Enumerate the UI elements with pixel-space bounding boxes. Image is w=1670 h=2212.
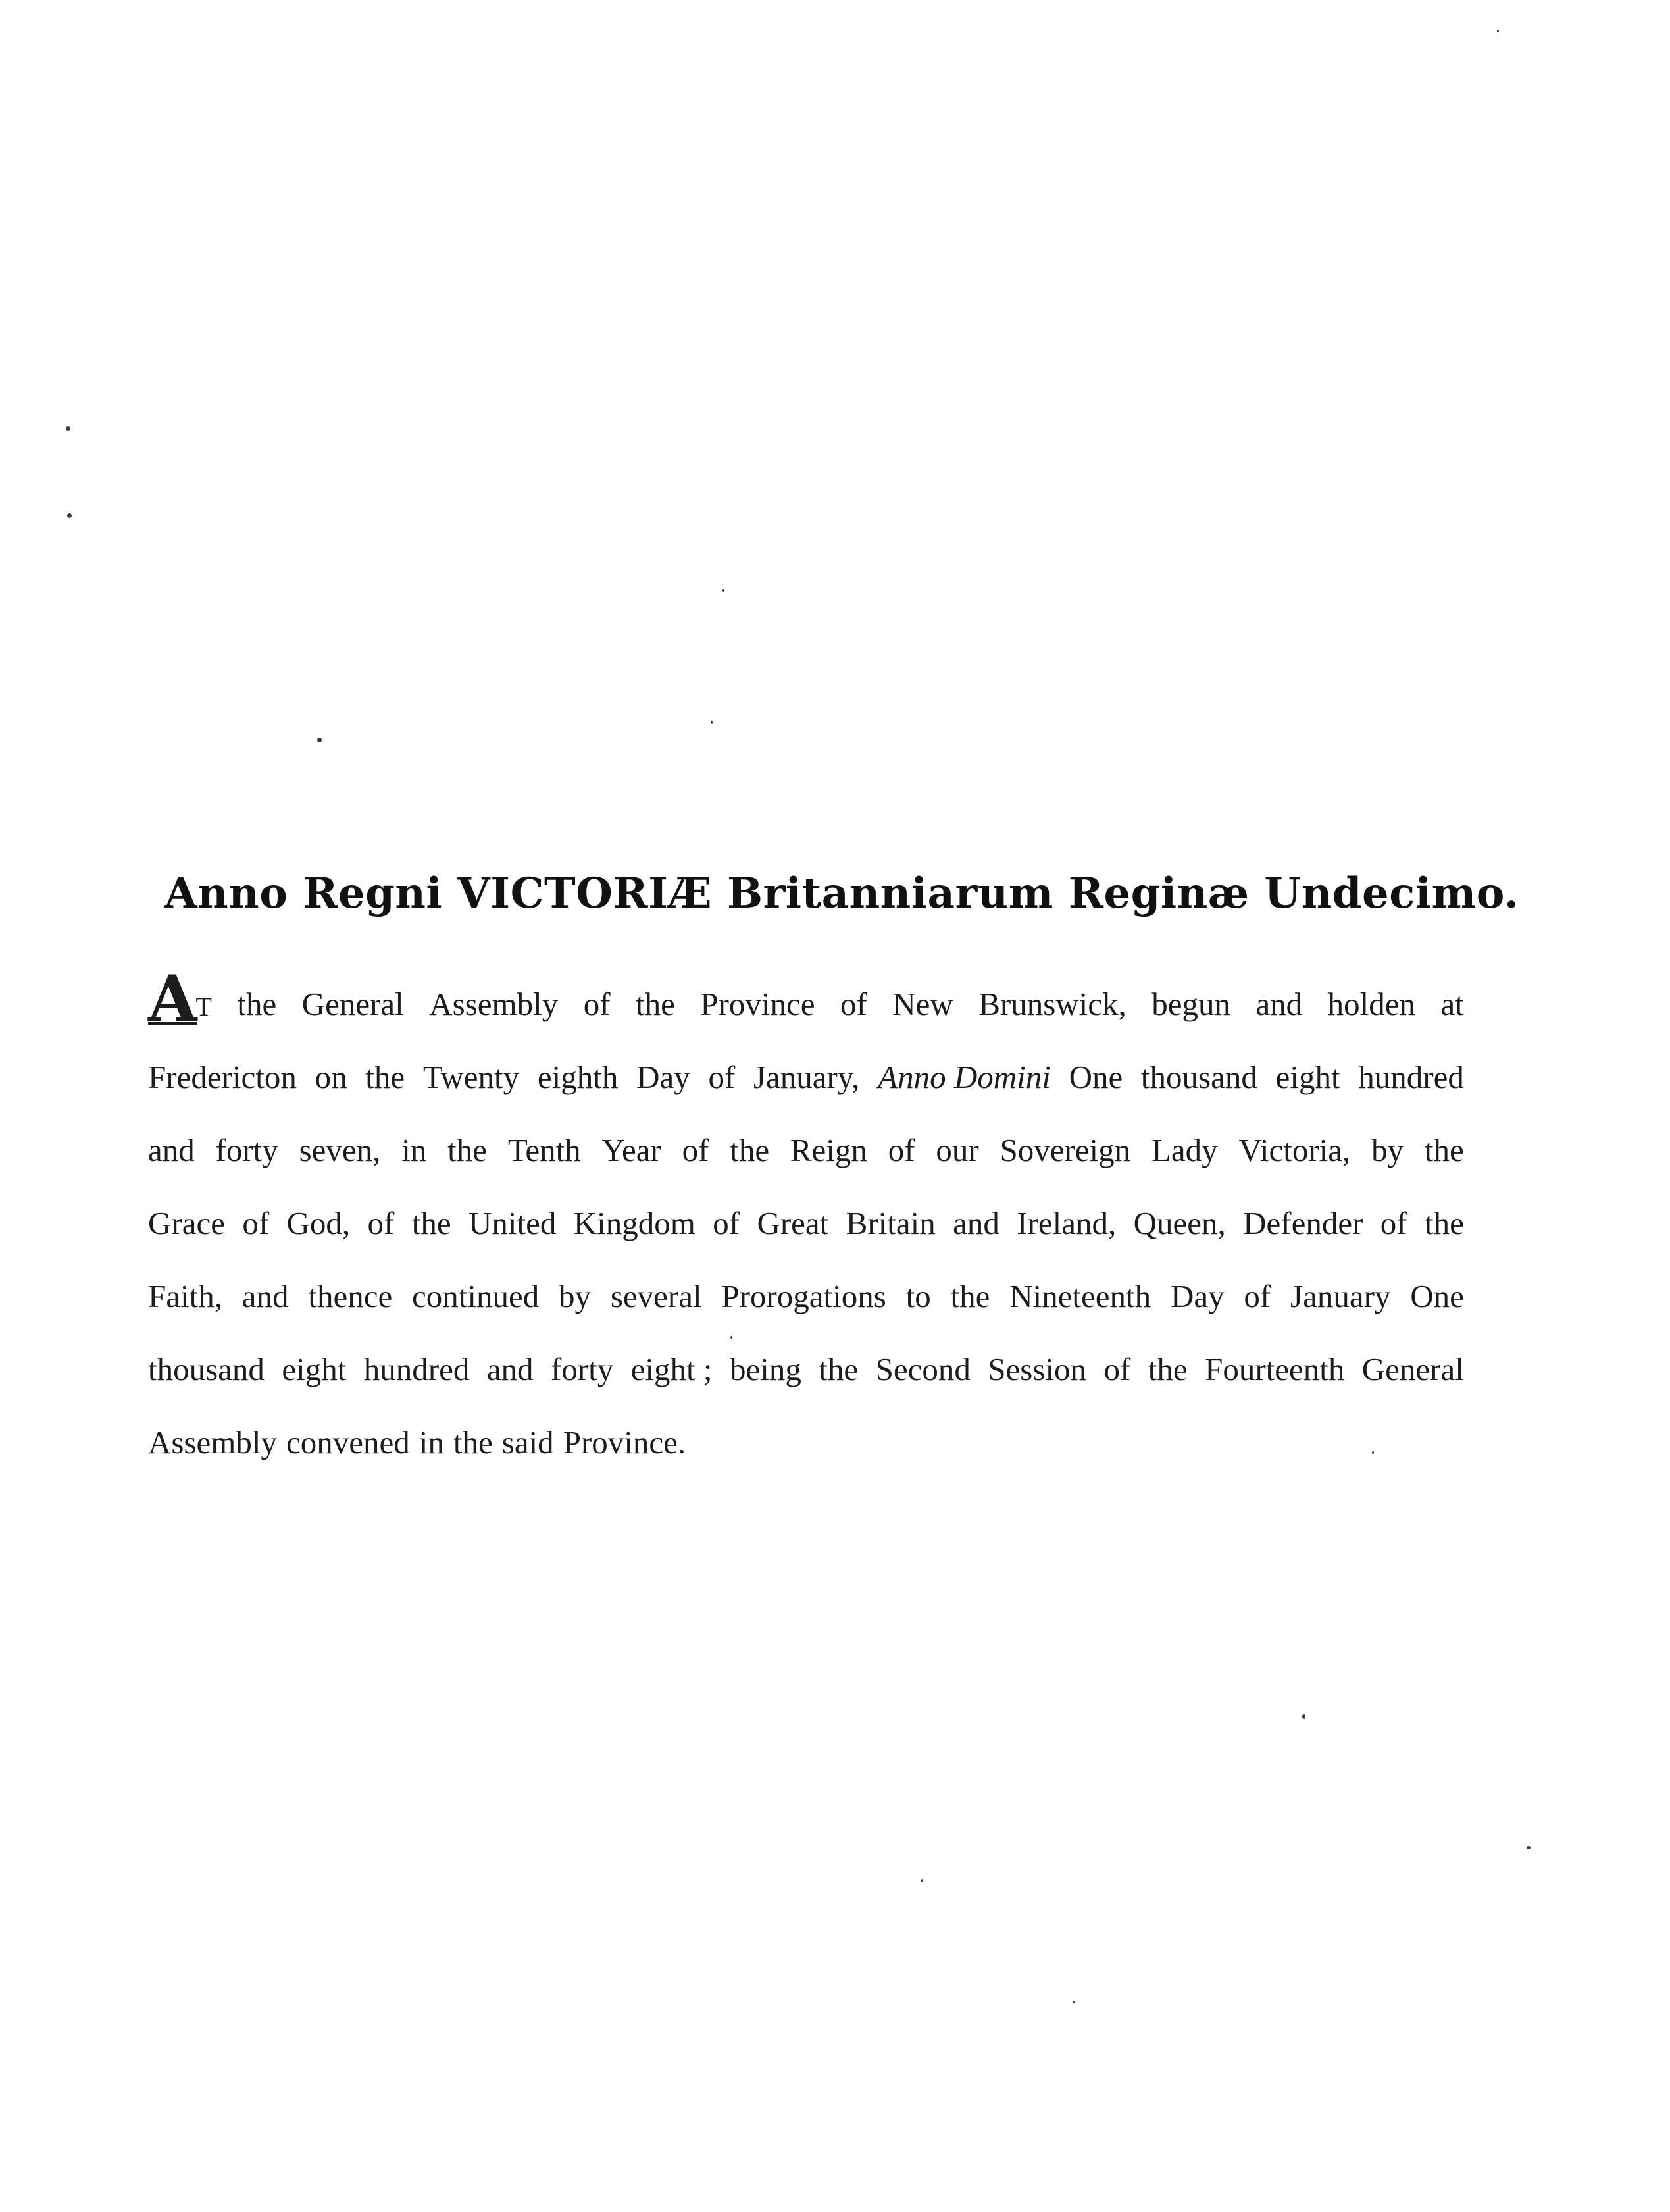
text-line	[148, 1260, 1464, 1333]
drop-cap-rest: T	[195, 992, 212, 1021]
word: eight ;	[630, 1351, 713, 1387]
scan-speck	[317, 738, 322, 742]
word: Sovereign	[999, 1132, 1131, 1168]
word: forty	[215, 1132, 278, 1168]
word: Brunswick,	[978, 986, 1126, 1022]
word: in	[418, 1424, 444, 1460]
word: General	[301, 986, 404, 1022]
scan-speck	[1372, 1451, 1374, 1454]
word: by	[559, 1278, 592, 1314]
word: in	[401, 1132, 427, 1168]
scan-speck	[722, 589, 724, 592]
word: on	[315, 1059, 347, 1095]
word: Nineteenth	[1009, 1278, 1151, 1314]
scan-speck	[67, 513, 72, 518]
word: of	[713, 1205, 740, 1241]
word: the	[1148, 1351, 1188, 1387]
word: God,	[286, 1205, 351, 1241]
word: thousand	[148, 1351, 265, 1387]
word: Grace	[148, 1205, 225, 1241]
scan-speck	[711, 721, 713, 724]
drop-cap: A	[148, 962, 197, 1036]
word: Twenty	[422, 1059, 520, 1095]
word: Reign	[790, 1132, 867, 1168]
word: the	[447, 1132, 488, 1168]
word: the	[950, 1278, 990, 1314]
word: continued	[411, 1278, 540, 1314]
word: the	[819, 1351, 859, 1387]
word: of	[840, 986, 867, 1022]
drop-cap-word	[148, 962, 212, 1041]
word: One	[1410, 1278, 1464, 1314]
word: the	[237, 986, 277, 1022]
word: of	[1103, 1351, 1131, 1387]
text-line	[148, 1041, 1464, 1114]
word: seven,	[299, 1132, 381, 1168]
word: Assembly	[148, 1424, 277, 1460]
word: Day	[1170, 1278, 1225, 1314]
word: Ireland,	[1017, 1205, 1117, 1241]
word: the	[730, 1132, 770, 1168]
scan-speck	[1527, 1846, 1531, 1849]
word: by	[1371, 1132, 1404, 1168]
word: convened	[286, 1424, 410, 1460]
page-title: Anno Regni VICTORIÆ Britanniarum Reginæ Undecimo.	[164, 869, 1519, 918]
word: Lady	[1151, 1132, 1218, 1168]
word: Year	[601, 1132, 661, 1168]
scan-speck	[1302, 1714, 1305, 1719]
word: eight	[1275, 1059, 1340, 1095]
scan-speck	[66, 426, 70, 431]
scan-speck	[730, 1336, 732, 1339]
word: Queen,	[1133, 1205, 1226, 1241]
word: of	[1244, 1278, 1271, 1314]
word: Victoria,	[1238, 1132, 1351, 1168]
word: and	[953, 1205, 999, 1241]
word: Session	[988, 1351, 1087, 1387]
word: hundred	[363, 1351, 470, 1387]
word: of	[583, 986, 611, 1022]
word: Fourteenth	[1205, 1351, 1345, 1387]
word: the	[411, 1205, 451, 1241]
word: of	[1380, 1205, 1407, 1241]
word: to	[905, 1278, 931, 1314]
word: holden	[1327, 986, 1416, 1022]
word: the	[1425, 1205, 1464, 1241]
word: January	[1290, 1278, 1391, 1314]
word: begun	[1151, 986, 1230, 1022]
word: Defender	[1243, 1205, 1363, 1241]
word: and	[1255, 986, 1303, 1022]
scan-speck	[921, 1879, 923, 1882]
scan-speck	[1497, 30, 1499, 32]
word: Province	[700, 986, 815, 1022]
word: Second	[875, 1351, 971, 1387]
scan-speck	[1073, 2001, 1075, 2003]
word: of	[367, 1205, 395, 1241]
word: United	[468, 1205, 557, 1241]
text-line	[148, 1114, 1464, 1187]
word: Fredericton	[148, 1059, 297, 1095]
word: the	[365, 1059, 405, 1095]
word: several	[610, 1278, 702, 1314]
text-line	[148, 962, 1464, 1041]
word: New	[892, 986, 953, 1022]
word: thence	[308, 1278, 393, 1314]
text-line	[148, 1333, 1464, 1406]
word: of	[242, 1205, 270, 1241]
word: Prorogations	[721, 1278, 886, 1314]
word: being	[729, 1351, 801, 1387]
word: hundred	[1358, 1059, 1464, 1095]
word: Tenth	[507, 1132, 581, 1168]
word: at	[1440, 986, 1464, 1022]
word: and	[148, 1132, 195, 1168]
word: our	[936, 1132, 979, 1168]
word: Anno Domini	[878, 1059, 1051, 1095]
text-line	[148, 1406, 1464, 1479]
word: Kingdom	[573, 1205, 696, 1241]
word: the	[635, 986, 675, 1022]
word: One	[1069, 1059, 1123, 1095]
word: January,	[753, 1059, 860, 1095]
word: forty	[551, 1351, 614, 1387]
text-line	[148, 1187, 1464, 1260]
word: Great	[757, 1205, 829, 1241]
word: the	[1424, 1132, 1464, 1168]
word: and	[241, 1278, 289, 1314]
word: thousand	[1140, 1059, 1257, 1095]
word: Britain	[846, 1205, 936, 1241]
word: Province.	[563, 1424, 686, 1460]
word: said	[501, 1424, 554, 1460]
word: Faith,	[148, 1278, 222, 1314]
word: eighth	[537, 1059, 619, 1095]
word: Assembly	[429, 986, 559, 1022]
preamble-paragraph	[148, 962, 1464, 1479]
word: of	[708, 1059, 736, 1095]
word: and	[486, 1351, 534, 1387]
word: the	[453, 1424, 493, 1460]
word: General	[1361, 1351, 1464, 1387]
word: eight	[282, 1351, 347, 1387]
word: of	[682, 1132, 709, 1168]
word: Day	[636, 1059, 690, 1095]
word: of	[888, 1132, 915, 1168]
